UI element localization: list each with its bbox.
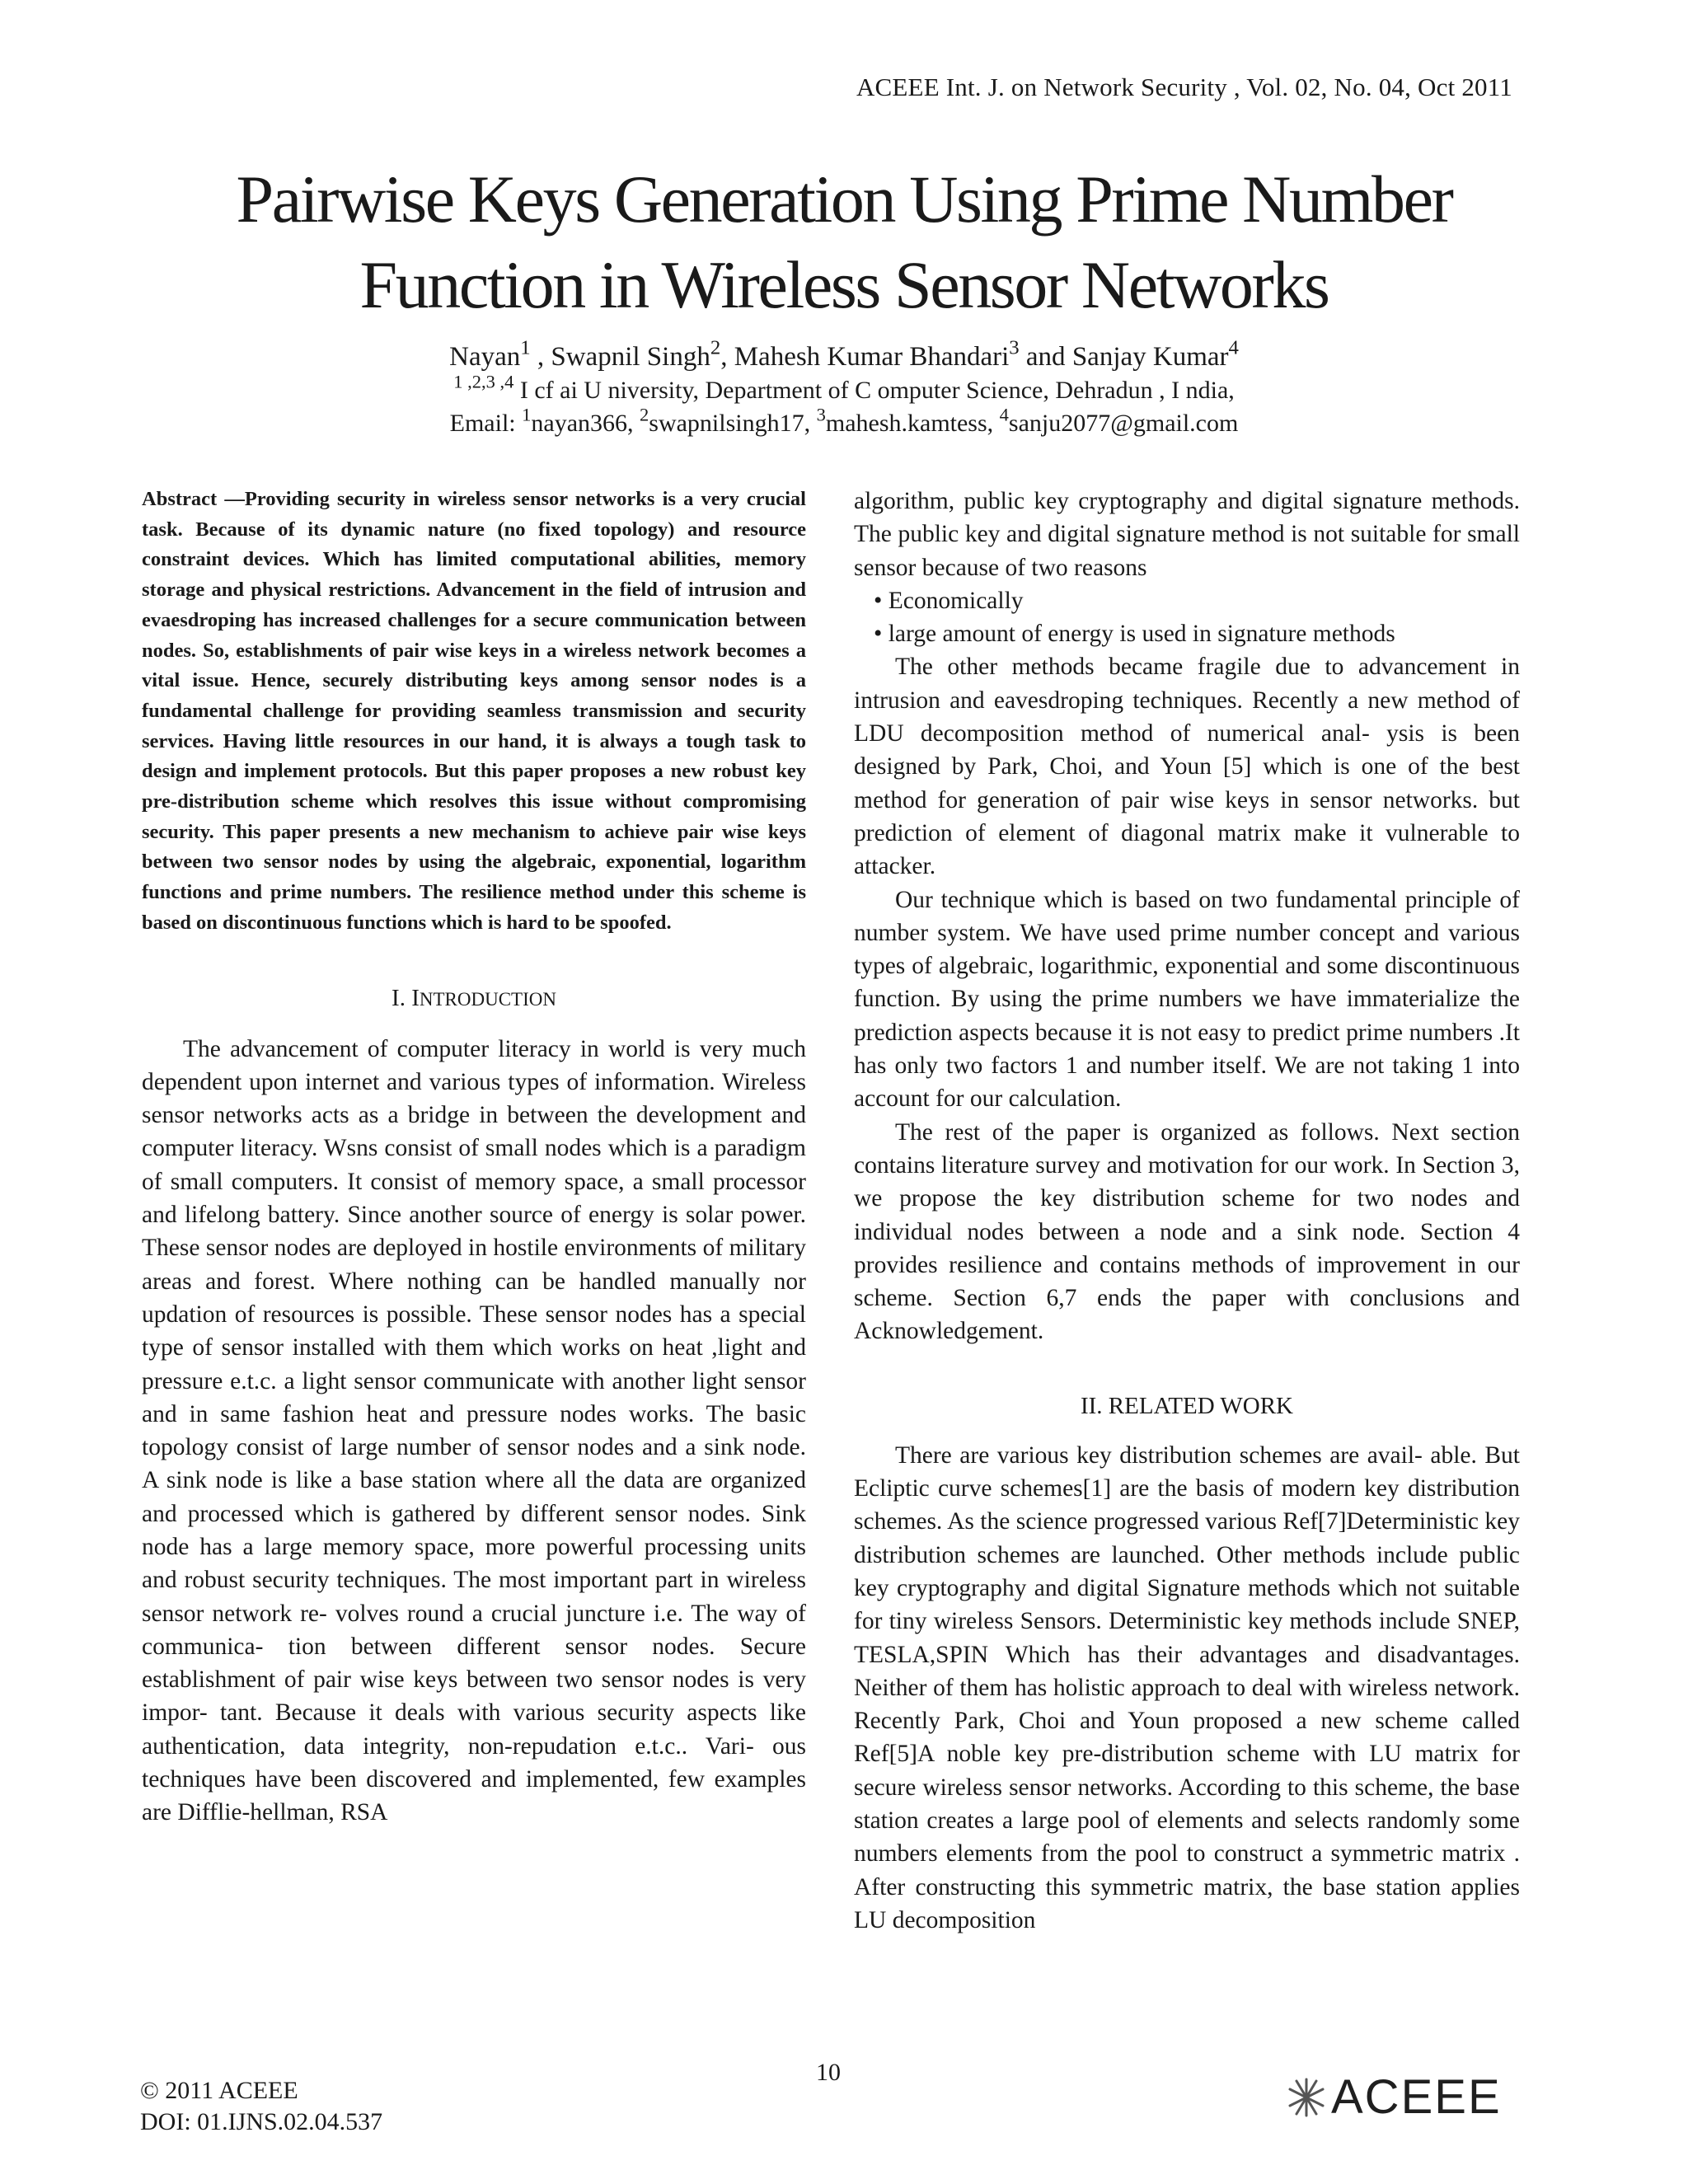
publisher-logo [1282,2070,1502,2124]
author-list [124,336,1564,374]
email-sup: 2 [640,404,649,425]
doi: DOI: 01.IJNS.02.04.537 [140,2108,383,2135]
email-sup: 4 [999,404,1009,425]
author-name: Sanjay Kumar [1071,342,1229,372]
section-heading-introduction [142,983,806,1015]
logo-text: ACEEE [1331,2070,1502,2124]
page-number: 10 [816,2059,841,2086]
body-paragraph: Our technique which is based on two fundamental principle of number system. We have used prime number concept and various types of algebraic, logarithmic, exponential and some discontinuous function. By using the prime numbers we have immaterialize the prediction aspects because it is not easy to predict prime numbers .It has only two factors 1 and number itself. We are not taking 1 into account for our calculation. [854,886,1520,1113]
body-paragraph: algorithm, public key cryptography and digital signature methods. The public key and digital signature method is not suitable for small sensor because of two reasons [854,488,1520,581]
email-item: nayan366, [531,410,640,437]
section-title-smallcaps: NTRODUCTION [419,988,556,1010]
author-separator: , [530,342,551,372]
author-name: Mahesh Kumar Bhandari [734,342,1010,372]
email-sup: 3 [816,404,826,425]
abstract: Abstract —Providing security in wireless sensor networks is a very crucial task. Because of its dynamic nature (no fixed topology) and resource constraint devices. Which has limited computational abilities, memory storage and physical restrictions. Advancement in the field of intrusion and evaesdroping has increased challenges for a secure communication between nodes. So, establishments of pair wise keys in a wireless network becomes a vital issue. Hence, securely distributing keys among sensor nodes is a fundamental challenge for providing seamless transmission and security services. Having little resources in our hand, it is always a tough task to design and implement protocols. But this paper proposes a new robust key pre-distribution scheme which resolves this issue without compromising security. This paper presents a new mechanism to achieve pair wise keys between two sensor nodes by using the algebraic, exponential, logarithm functions and prime numbers. The resilience method under this scheme is based on discontinuous functions which is hard to be spoofed. [142,488,806,934]
left-column [142,485,806,1830]
email-sup: 1 [522,404,532,425]
email-line [124,404,1564,440]
section-heading-related-work: II. RELATED WORK [1080,1392,1293,1419]
author-sup: 4 [1228,336,1239,359]
author-sup: 1 [520,336,531,359]
email-item: swapnilsingh17, [649,410,817,437]
related-work-paragraph: There are various key distribution schemes are avail- able. But Ecliptic curve schemes[1] are the basis of modern key distribution schemes. As the science progressed various Ref[7]Deterministic key distribution schemes are launched. Other methods include public key cryptography and digital Signature methods which not suitable for tiny wireless Sensors. Deterministic key methods include SNEP, TESLA,SPIN Which has their advantages and disadvantages. Neither of them has holistic approach to deal with wireless network. Recently Park, Choi and Youn proposed a new scheme called Ref[5]A noble key pre-distribution scheme with LU matrix for secure wireless sensor networks. According to this scheme, the base station creates a large pool of elements and selects randomly some numbers elements from the pool to construct a symmetric matrix . After constructing this symmetric matrix, the base station applies LU decomposition [854,1441,1520,1933]
author-sup: 2 [710,336,721,359]
footer-left [140,2075,382,2138]
affiliation [124,371,1564,407]
body-paragraph: The rest of the paper is organized as follows. Next section contains literature survey and motivation for our work. In Section 3, we propose the key distribution scheme for two nodes and individual nodes between a node and a sink node. Section 4 provides resilience and contains methods of improvement in our scheme. Section 6,7 ends the paper with conclusions and Acknowledgement. [854,1118,1520,1345]
bullet-item: • large amount of energy is used in signature methods [874,617,1520,650]
email-label: Email: [449,410,523,437]
author-name: Swapnil Singh [551,342,710,372]
introduction-paragraph: The advancement of computer literacy in world is very much dependent upon internet and various types of information. Wireless sensor networks acts as a bridge in between the development and computer literacy. Wsns consist of small nodes which is a paradigm of small computers. It consist of memory space, a small processor and lifelong battery. Since another source of energy is solar power. These sensor nodes are deployed in hostile environments of military areas and forest. Where nothing can be handled manually nor updation of resources is possible. These sensor nodes has a special type of sensor installed with them which works on heat ,light and pressure e.t.c. a light sensor communicate with another light sensor and in same fashion heat and pressure nodes works. The basic topology consist of large number of sensor nodes and a sink node. A sink node is like a base station where all the data are organized and processed which is gathered by different sensor nodes. Sink node has a large memory space, more powerful processing units and robust security techniques. The most important part in wireless sensor network re- volves round a crucial juncture i.e. The way of communica- tion between different sensor nodes. Secure establishment of pair wise keys between two sensor nodes is very impor- tant. Because it deals with various security aspects like authentication, data integrity, non-repudation e.t.c.. Vari- ous techniques have been discovered and implemented, few examples are Difflie-hellman, RSA [142,1035,806,1826]
author-separator: , [720,342,734,372]
affiliation-sup: 1 ,2,3 ,4 [453,371,514,392]
journal-header: ACEEE Int. J. on Network Security , Vol. 02, No. 04, Oct 2011 [856,73,1512,101]
bullet-list [854,584,1520,651]
body-paragraph: The other methods became fragile due to advancement in intrusion and eavesdroping techniques. Recently a new method of LDU decomposition method of numerical anal- ysis is been designed by Park, Choi, and Youn [5] which is one of the best method for generation of pair wise keys in sensor networks. but prediction of element of diagonal matrix make it vulnerable to attacker. [854,654,1520,880]
bullet-item: • Economically [874,584,1520,617]
paper-title-line-1: Pairwise Keys Generation Using Prime Number [236,162,1452,237]
star-icon [1282,2073,1331,2122]
author-name: Nayan [449,342,521,372]
email-item: mahesh.kamtess, [825,410,1000,437]
copyright: © 2011 ACEEE [140,2077,298,2104]
author-separator: and [1019,342,1072,372]
section-numeral: I. I [392,984,420,1011]
author-sup: 3 [1009,336,1020,359]
affiliation-text: I cf ai U niversity, Department of C omputer Science, Dehradun , I ndia, [513,377,1235,404]
email-item: sanju2077@gmail.com [1008,410,1239,437]
paper-title-line-2: Function in Wireless Sensor Networks [359,247,1329,322]
title-block [124,157,1564,440]
right-column [854,485,1520,1937]
